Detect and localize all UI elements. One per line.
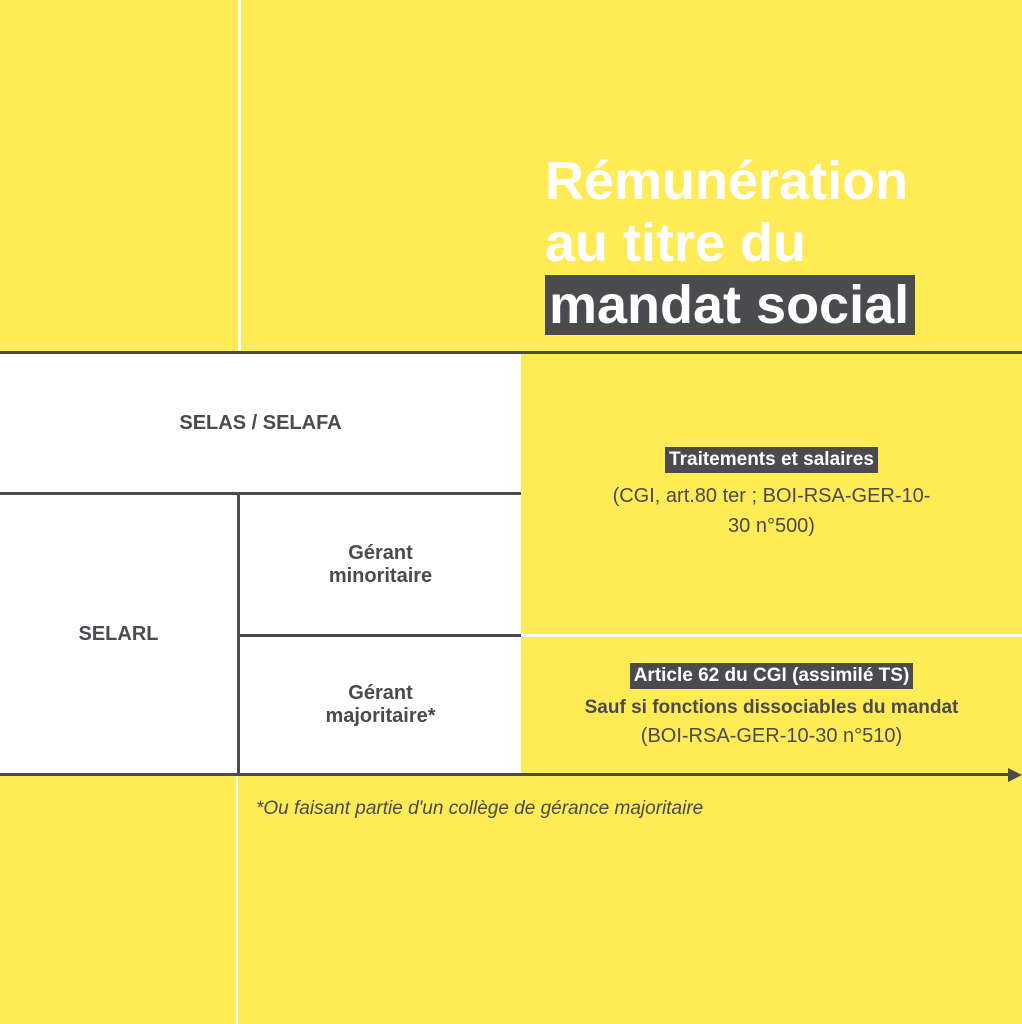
title-line-3-highlight: mandat social xyxy=(545,275,915,335)
art62-label: Article 62 du CGI (assimilé TS) xyxy=(630,663,914,689)
top-vertical-divider xyxy=(238,0,241,354)
ts-label: Traitements et salaires xyxy=(665,447,878,473)
exception-text: Sauf si fonctions dissociables du mandat xyxy=(584,696,959,718)
selas-label: SELAS / SELAFA xyxy=(179,412,342,434)
title-line-2: au titre du xyxy=(545,213,807,273)
gerant-minoritaire-label: Gérant minoritaire xyxy=(328,541,433,587)
arrow-line xyxy=(0,773,1010,776)
page-title xyxy=(545,150,915,336)
cell-selas xyxy=(0,354,521,493)
footnote: *Ou faisant partie d'un collège de gérance majoritaire xyxy=(256,798,704,819)
cell-selarl xyxy=(0,495,237,773)
cell-gerant-minoritaire xyxy=(240,495,521,634)
art62-reference: (BOI-RSA-GER-10-30 n°510) xyxy=(640,724,903,747)
gerant-majoritaire-label: Gérant majoritaire* xyxy=(325,682,436,727)
bottom-vertical-divider xyxy=(236,776,238,1024)
arrow-head-icon xyxy=(1008,768,1022,782)
selarl-label: SELARL xyxy=(78,622,159,645)
cell-gerant-majoritaire xyxy=(240,637,521,773)
ts-reference: (CGI, art.80 ter ; BOI-RSA-GER-10-30 n°500) xyxy=(612,485,931,537)
title-line-1: Rémunération xyxy=(545,151,909,211)
regime-traitements-salaires xyxy=(521,354,1022,634)
regime-article-62 xyxy=(521,637,1022,773)
